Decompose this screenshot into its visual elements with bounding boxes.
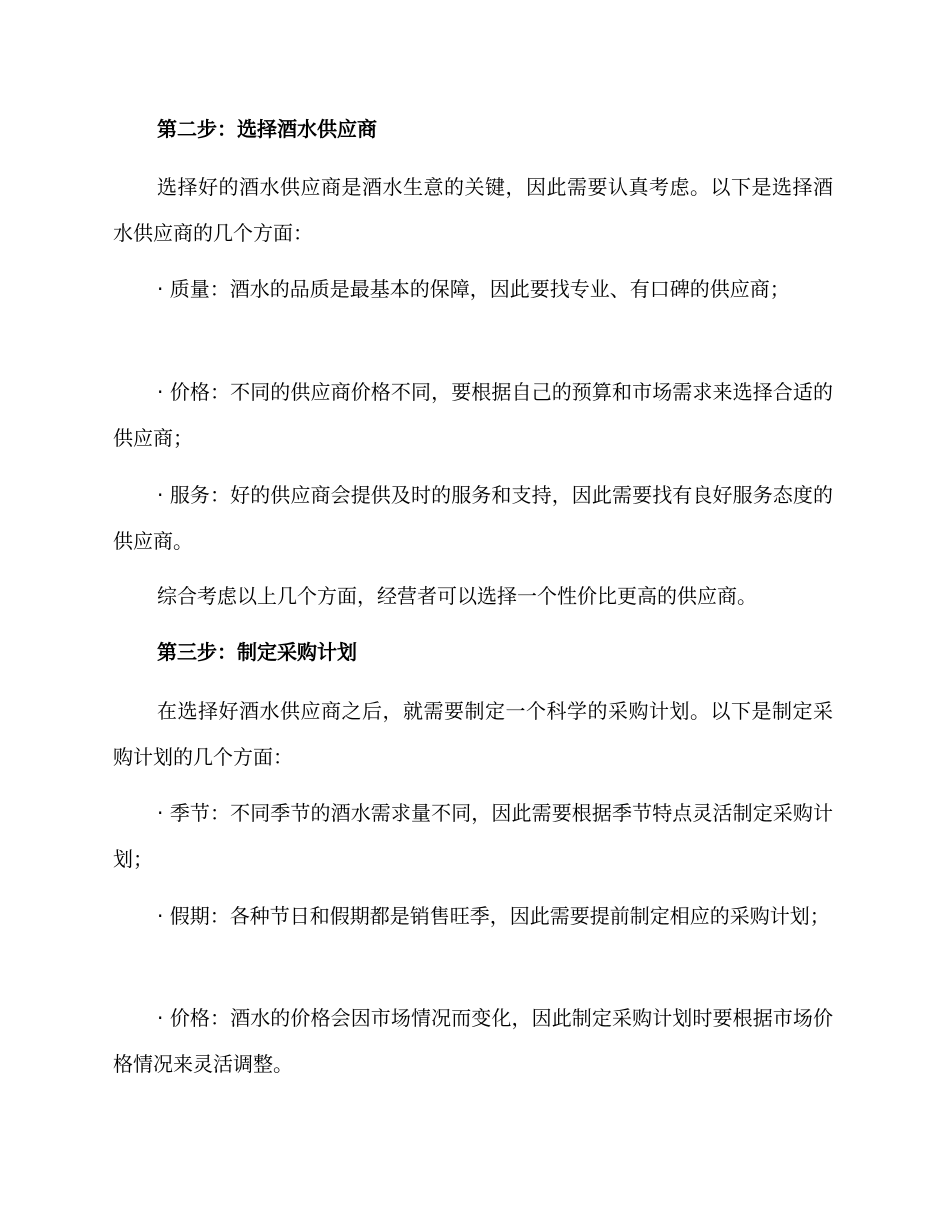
paragraph-intro-step-2: 选择好的酒水供应商是酒水生意的关键，因此需要认真考虑。以下是选择酒水供应商的几个方面： xyxy=(113,175,833,245)
bullet-quality: · 质量：酒水的品质是最基本的保障，因此要找专业、有口碑的供应商； xyxy=(157,277,790,301)
bullet-season: · 季节：不同季节的酒水需求量不同，因此需要根据季节特点灵活制定采购计划； xyxy=(113,801,833,871)
paragraph-conclusion-step-2: 综合考虑以上几个方面，经营者可以选择一个性价比更高的供应商。 xyxy=(157,584,757,608)
bullet-service: · 服务：好的供应商会提供及时的服务和支持，因此需要找有良好服务态度的供应商。 xyxy=(113,483,833,553)
bullet-price-adjust: · 价格：酒水的价格会因市场情况而变化，因此制定采购计划时要根据市场价格情况来灵活调整。 xyxy=(113,1006,833,1076)
section-heading-step-2: 第二步：选择酒水供应商 xyxy=(157,117,377,141)
paragraph-intro-step-3: 在选择好酒水供应商之后，就需要制定一个科学的采购计划。以下是制定采购计划的几个方面： xyxy=(113,699,833,769)
bullet-holiday: · 假期：各种节日和假期都是销售旺季，因此需要提前制定相应的采购计划； xyxy=(157,904,830,928)
bullet-price: · 价格：不同的供应商价格不同，要根据自己的预算和市场需求来选择合适的供应商； xyxy=(113,380,833,450)
section-heading-step-3: 第三步：制定采购计划 xyxy=(157,640,357,664)
